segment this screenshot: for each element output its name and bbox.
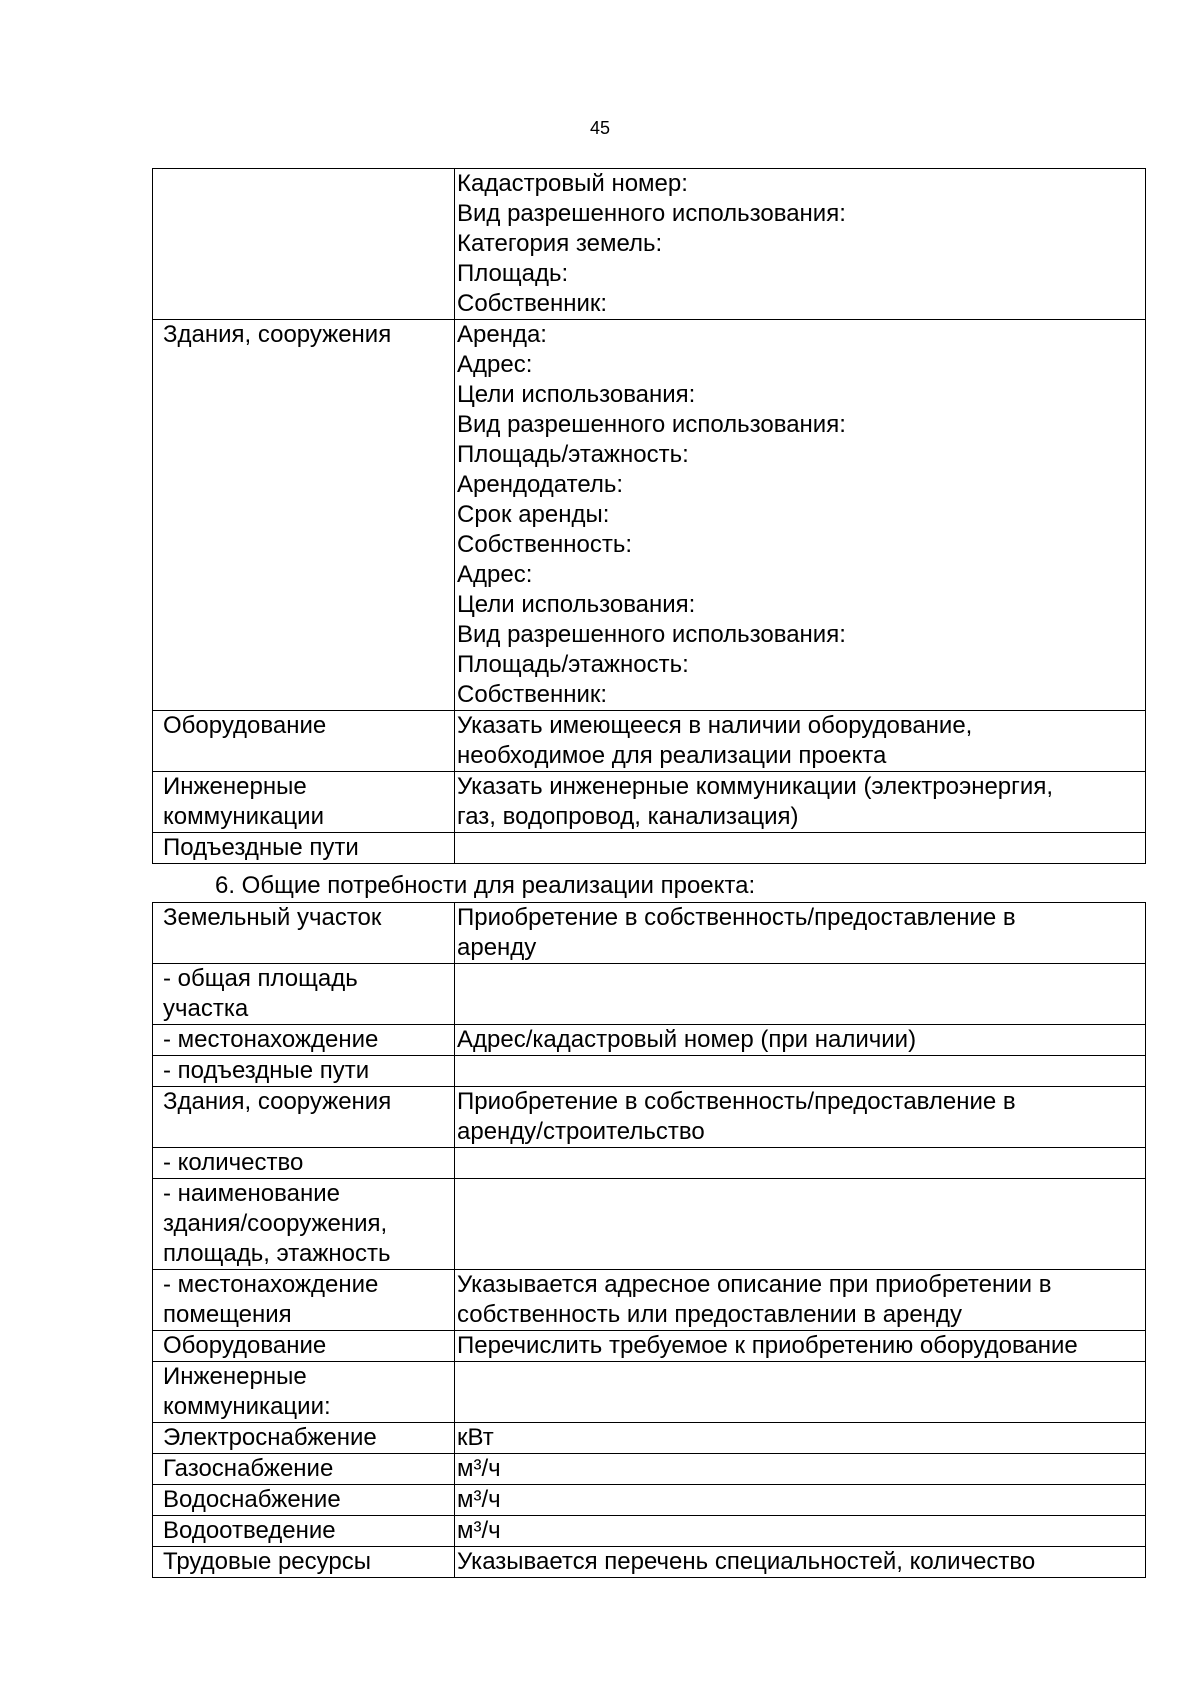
row-value-cell: [455, 1454, 1146, 1485]
row-label-cell: [153, 169, 455, 320]
table-row: [153, 1454, 1146, 1485]
row-value-line: Адрес:: [457, 351, 533, 378]
table-row: [153, 1056, 1146, 1087]
table-row: [153, 169, 1146, 320]
row-label-line: Электроснабжение: [163, 1424, 377, 1451]
row-value-line: м³/ч: [457, 1486, 501, 1513]
row-label-line: Водоснабжение: [163, 1486, 341, 1513]
table-row: [153, 1423, 1146, 1454]
row-value-line: Срок аренды:: [457, 501, 610, 528]
table-row: [153, 1516, 1146, 1547]
row-label-line: - местонахождение: [163, 1271, 379, 1298]
row-value-cell: [455, 772, 1146, 833]
row-label-line: площадь, этажность: [163, 1240, 391, 1267]
row-label-line: коммуникации: [163, 803, 324, 830]
row-label-line: Водоотведение: [163, 1517, 336, 1544]
row-value-cell: [455, 903, 1146, 964]
row-value-line: аренду/строительство: [457, 1118, 705, 1145]
row-label-cell: [153, 1331, 455, 1362]
row-label-line: - местонахождение: [163, 1026, 379, 1053]
table-row: [153, 1087, 1146, 1148]
row-value-line: Указывается адресное описание при приобретении в: [457, 1271, 1052, 1298]
row-value-cell: [455, 320, 1146, 711]
row-label-line: Газоснабжение: [163, 1455, 334, 1482]
row-value-line: кВт: [457, 1424, 494, 1451]
row-label-cell: [153, 1485, 455, 1516]
table-row: [153, 1148, 1146, 1179]
row-label-cell: [153, 1270, 455, 1331]
table-row: [153, 711, 1146, 772]
row-value-cell: [455, 711, 1146, 772]
row-label-line: коммуникации:: [163, 1393, 331, 1420]
row-label-line: Здания, сооружения: [163, 321, 392, 348]
row-value-cell: [455, 1423, 1146, 1454]
row-label-line: - количество: [163, 1149, 304, 1176]
row-value-line: Вид разрешенного использования:: [457, 621, 846, 648]
row-value-line: Площадь:: [457, 260, 569, 287]
row-value-cell: [455, 1179, 1146, 1270]
row-value-line: Арендодатель:: [457, 471, 624, 498]
row-value-line: Указать имеющееся в наличии оборудование,: [457, 712, 973, 739]
row-label-cell: [153, 320, 455, 711]
page-number: 45: [589, 118, 611, 138]
row-value-cell: [455, 1362, 1146, 1423]
row-label-line: Оборудование: [163, 1332, 327, 1359]
row-label-cell: [153, 833, 455, 864]
table-row: [153, 772, 1146, 833]
row-value-cell: [455, 1056, 1146, 1087]
row-label-line: - подъездные пути: [163, 1057, 370, 1084]
section-heading: 6. Общие потребности для реализации проекта:: [215, 872, 756, 899]
table-row: [153, 1331, 1146, 1362]
table-project-needs: [152, 902, 1146, 1578]
row-value-line: Указать инженерные коммуникации (электроэнергия,: [457, 773, 1053, 800]
row-label-line: - наименование: [163, 1180, 340, 1207]
row-label-line: участка: [163, 995, 249, 1022]
row-value-cell: [455, 169, 1146, 320]
table-row: [153, 964, 1146, 1025]
table-row: [153, 1485, 1146, 1516]
row-label-line: Трудовые ресурсы: [163, 1548, 371, 1575]
row-value-line: Приобретение в собственность/предоставление в: [457, 1088, 1016, 1115]
row-value-line: Собственность:: [457, 531, 632, 558]
row-label-line: Инженерные: [163, 773, 307, 800]
row-value-line: Адрес:: [457, 561, 533, 588]
table-row: [153, 903, 1146, 964]
row-label-cell: [153, 1179, 455, 1270]
row-value-line: собственность или предоставлении в аренду: [457, 1301, 963, 1328]
row-label-line: Подъездные пути: [163, 834, 359, 861]
row-label-cell: [153, 1454, 455, 1485]
row-label-cell: [153, 1516, 455, 1547]
row-label-line: - общая площадь: [163, 965, 358, 992]
row-value-cell: [455, 1331, 1146, 1362]
row-label-cell: [153, 903, 455, 964]
table-row: [153, 1547, 1146, 1578]
row-value-line: Приобретение в собственность/предоставление в: [457, 904, 1016, 931]
row-label-cell: [153, 1025, 455, 1056]
row-value-cell: [455, 1025, 1146, 1056]
row-label-cell: [153, 1087, 455, 1148]
row-value-line: Цели использования:: [457, 381, 696, 408]
row-value-cell: [455, 964, 1146, 1025]
row-value-cell: [455, 1148, 1146, 1179]
table-row: [153, 1362, 1146, 1423]
row-value-cell: [455, 1270, 1146, 1331]
row-label-cell: [153, 772, 455, 833]
row-label-line: помещения: [163, 1301, 292, 1328]
row-value-line: м³/ч: [457, 1455, 501, 1482]
row-value-line: Указывается перечень специальностей, количество: [457, 1548, 1036, 1575]
row-value-line: газ, водопровод, канализация): [457, 803, 799, 830]
row-label-cell: [153, 1056, 455, 1087]
table-row: [153, 1270, 1146, 1331]
row-value-cell: [455, 833, 1146, 864]
row-value-line: Собственник:: [457, 681, 608, 708]
table-row: [153, 833, 1146, 864]
row-label-line: Инженерные: [163, 1363, 307, 1390]
row-value-line: Категория земель:: [457, 230, 663, 257]
row-value-line: Кадастровый номер:: [457, 170, 688, 197]
row-value-line: необходимое для реализации проекта: [457, 742, 887, 769]
row-value-line: Площадь/этажность:: [457, 441, 689, 468]
table-row: [153, 1179, 1146, 1270]
row-value-line: Вид разрешенного использования:: [457, 411, 846, 438]
table-row: [153, 320, 1146, 711]
row-value-line: аренду: [457, 934, 537, 961]
row-value-line: Цели использования:: [457, 591, 696, 618]
row-value-cell: [455, 1547, 1146, 1578]
row-value-line: Площадь/этажность:: [457, 651, 689, 678]
table-current-resources: [152, 168, 1146, 864]
row-value-line: Адрес/кадастровый номер (при наличии): [457, 1026, 917, 1053]
row-value-line: Вид разрешенного использования:: [457, 200, 846, 227]
row-value-cell: [455, 1485, 1146, 1516]
row-value-cell: [455, 1087, 1146, 1148]
row-value-cell: [455, 1516, 1146, 1547]
row-label-cell: [153, 1148, 455, 1179]
row-label-cell: [153, 1547, 455, 1578]
row-label-line: Оборудование: [163, 712, 327, 739]
row-label-cell: [153, 1423, 455, 1454]
row-value-line: Аренда:: [457, 321, 547, 348]
row-value-line: м³/ч: [457, 1517, 501, 1544]
table-row: [153, 1025, 1146, 1056]
row-label-cell: [153, 964, 455, 1025]
row-label-line: Земельный участок: [163, 904, 382, 931]
row-label-cell: [153, 711, 455, 772]
row-value-line: Собственник:: [457, 290, 608, 317]
row-label-line: здания/сооружения,: [163, 1210, 388, 1237]
row-value-line: Перечислить требуемое к приобретению оборудование: [457, 1332, 1078, 1359]
row-label-cell: [153, 1362, 455, 1423]
row-label-line: Здания, сооружения: [163, 1088, 392, 1115]
